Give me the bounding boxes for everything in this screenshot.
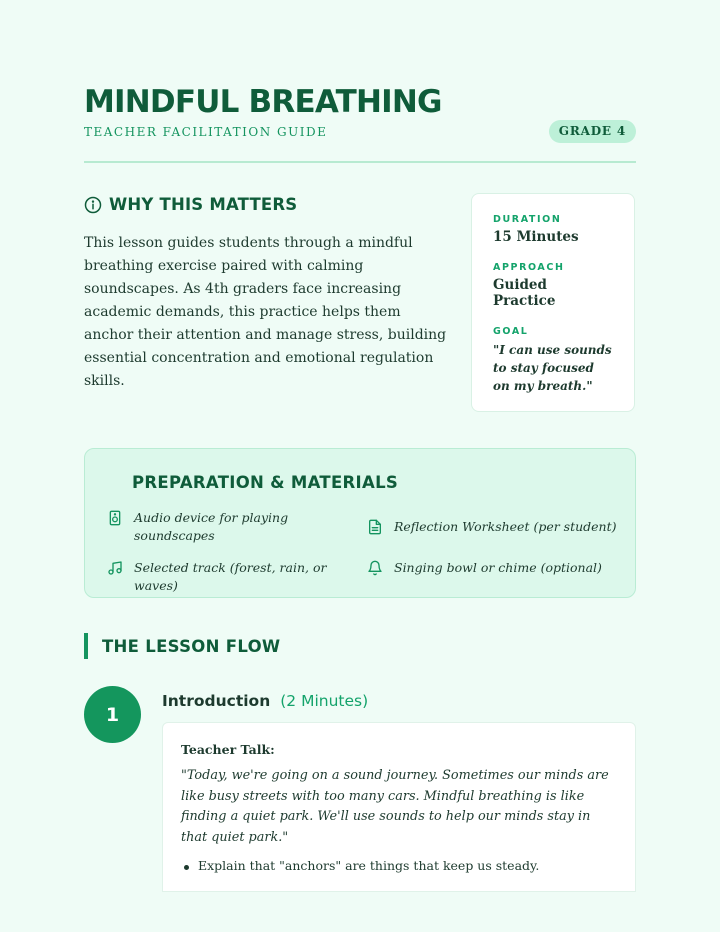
material-text: Selected track (forest, rain, or waves): [134, 560, 327, 593]
speaker-icon: [107, 510, 123, 526]
teacher-talk-quote: "Today, we're going on a sound journey. Sometimes our minds are like busy streets with too many cars. Mindful breathing is like finding a quiet park. We'll use sounds to help our minds stay in that quiet park.": [181, 768, 609, 845]
page-title: MINDFUL BREATHING: [84, 84, 442, 120]
why-section-heading: [84, 195, 297, 214]
lesson-flow-heading-text: THE LESSON FLOW: [102, 636, 281, 656]
material-item: [107, 509, 337, 545]
material-text: Reflection Worksheet (per student): [394, 519, 617, 534]
why-heading-text: WHY THIS MATTERS: [109, 195, 298, 214]
step-title: [162, 692, 368, 710]
header-divider: [84, 161, 636, 163]
material-item: [367, 518, 627, 536]
document-icon: [367, 519, 383, 535]
step-number-badge: 1: [84, 686, 141, 743]
approach-value: Guided Practice: [493, 277, 556, 309]
music-note-icon: [107, 560, 123, 576]
step-name: Introduction: [162, 692, 271, 710]
heading-accent-bar: [84, 633, 88, 659]
teacher-talk-card: [162, 722, 636, 892]
material-text: Singing bowl or chime (optional): [394, 560, 602, 575]
grade-badge: GRADE 4: [549, 120, 636, 143]
page-subtitle: TEACHER FACILITATION GUIDE: [84, 125, 328, 139]
material-item: [367, 559, 627, 577]
material-item: [107, 559, 367, 595]
lesson-info-card: [471, 193, 635, 412]
bell-icon: [367, 560, 383, 576]
goal-label: GOAL: [493, 326, 529, 337]
step-duration: (2 Minutes): [280, 692, 369, 710]
teacher-talk-label: Teacher Talk:: [181, 742, 275, 757]
goal-value: "I can use sounds to stay focused on my breath.": [493, 343, 612, 393]
preparation-heading: PREPARATION & MATERIALS: [132, 473, 399, 492]
duration-value: 15 Minutes: [493, 229, 579, 245]
lesson-flow-heading: [84, 633, 280, 659]
why-body-text: This lesson guides students through a mindful breathing exercise paired with calming soundscapes. As 4th graders face increasing academic demands, this practice helps them anchor their attention and manage stress, building essential concentration and emotional regulation skills.: [84, 235, 447, 389]
approach-label: APPROACH: [493, 262, 565, 273]
duration-label: DURATION: [493, 214, 562, 225]
material-text: Audio device for playing soundscapes: [134, 510, 289, 543]
info-icon: [84, 196, 102, 214]
preparation-panel: [84, 448, 636, 598]
list-item: Explain that "anchors" are things that keep us steady.: [181, 858, 617, 873]
